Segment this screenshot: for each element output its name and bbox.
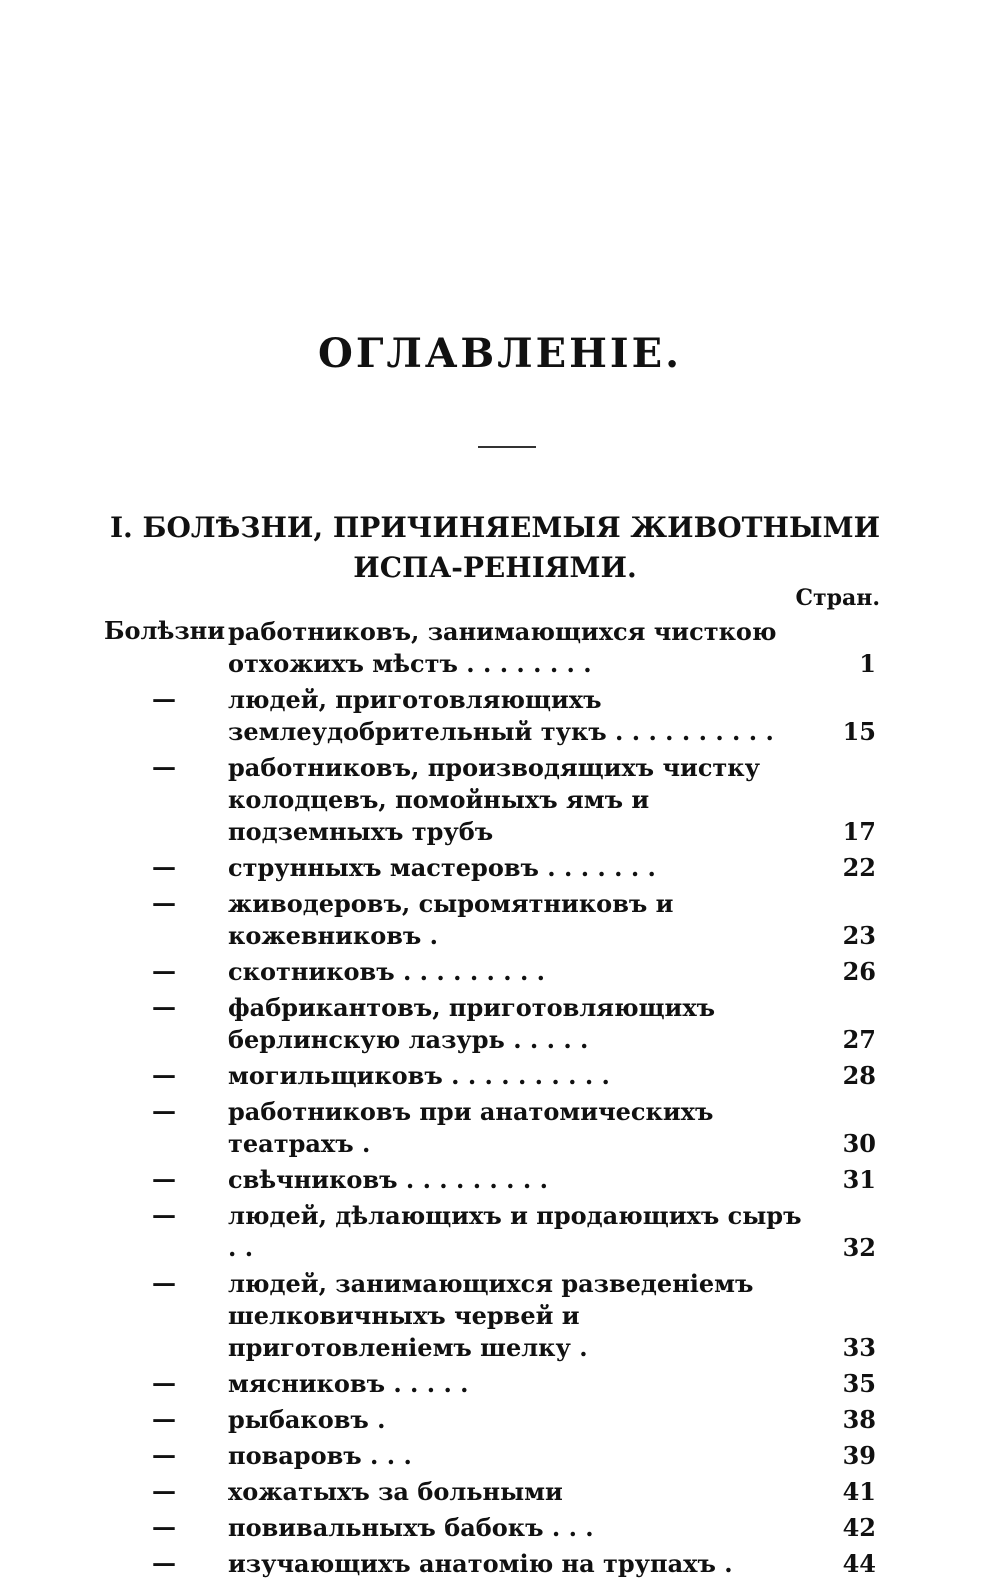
toc-entry[interactable] <box>0 612 1000 680</box>
entry-text: повивальныхъ бабокъ . . . <box>228 1513 594 1542</box>
ditto-dash: — <box>152 1440 176 1469</box>
entry-page-number: 30 <box>842 1129 876 1158</box>
toc-entry[interactable] <box>0 1436 1000 1472</box>
entry-text: мясниковъ . . . . . <box>228 1369 469 1398</box>
decorative-rule <box>478 446 536 448</box>
entry-page-number: 28 <box>842 1061 876 1090</box>
entry-text: хожатыхъ за больными <box>228 1477 563 1506</box>
toc-entry[interactable] <box>0 884 1000 952</box>
ditto-dash: — <box>152 1268 176 1297</box>
toc-entry[interactable] <box>0 848 1000 884</box>
toc-entry[interactable] <box>0 1544 1000 1580</box>
entry-page-number: 42 <box>842 1513 876 1542</box>
ditto-dash: — <box>152 752 176 781</box>
section-title: I. БОЛѢЗНИ, ПРИЧИНЯЕМЫЯ ЖИВОТНЫМИ ИСПА-РЕНIЯМИ. <box>109 511 881 584</box>
entry-page-number: 22 <box>842 853 876 882</box>
ditto-dash: — <box>152 1200 176 1229</box>
ditto-dash: — <box>152 1060 176 1089</box>
toc-entry[interactable] <box>0 1508 1000 1544</box>
ditto-dash: — <box>152 1476 176 1505</box>
entry-text: могильщиковъ . . . . . . . . . . <box>228 1061 610 1090</box>
toc-entry[interactable] <box>0 1056 1000 1092</box>
toc-entry[interactable] <box>0 1472 1000 1508</box>
entry-page-number: 15 <box>842 717 876 746</box>
table-of-contents <box>0 612 1000 1580</box>
entry-page-number: 17 <box>842 817 876 846</box>
entry-page-number: 41 <box>842 1477 876 1506</box>
entry-page-number: 38 <box>842 1405 876 1434</box>
toc-entry[interactable] <box>0 1264 1000 1364</box>
entry-text: изучающихъ анатомiю на трупахъ . <box>228 1549 733 1578</box>
entry-lead-word: Болѣзни <box>104 616 225 645</box>
entry-page-number: 26 <box>842 957 876 986</box>
entry-page-number: 32 <box>842 1233 876 1262</box>
entry-page-number: 27 <box>842 1025 876 1054</box>
entry-page-number: 44 <box>842 1549 876 1578</box>
toc-entry[interactable] <box>0 680 1000 748</box>
ditto-dash: — <box>152 1368 176 1397</box>
entry-text: живодеровъ, сыромятниковъ и кожевниковъ . <box>228 889 674 950</box>
toc-entry[interactable] <box>0 1160 1000 1196</box>
entry-page-number: 23 <box>842 921 876 950</box>
ditto-dash: — <box>152 852 176 881</box>
entry-text: скотниковъ . . . . . . . . . <box>228 957 546 986</box>
entry-text: людей, дѣлающихъ и продающихъ сыръ . . <box>228 1201 802 1262</box>
ditto-dash: — <box>152 1096 176 1125</box>
entry-text: фабрикантовъ, приготовляющихъ берлинскую лазурь . . . . . <box>228 993 716 1054</box>
toc-entry[interactable] <box>0 1400 1000 1436</box>
page-title: ОГЛАВЛЕНIЕ. <box>318 330 682 377</box>
ditto-dash: — <box>152 956 176 985</box>
ditto-dash: — <box>152 1548 176 1577</box>
toc-entry[interactable] <box>0 1092 1000 1160</box>
ditto-dash: — <box>152 888 176 917</box>
ditto-dash: — <box>152 1512 176 1541</box>
toc-entry[interactable] <box>0 1196 1000 1264</box>
page-column-header: Стран. <box>795 585 880 611</box>
entry-text: работниковъ, производящихъ чистку колодцевъ, помойныхъ ямъ и подземныхъ трубъ <box>228 753 760 846</box>
ditto-dash: — <box>152 684 176 713</box>
ditto-dash: — <box>152 1164 176 1193</box>
entry-text: струнныхъ мастеровъ . . . . . . . <box>228 853 656 882</box>
entry-text: людей, занимающихся разведенiемъ шелковичныхъ червей и приготовленiемъ шелку . <box>228 1269 754 1362</box>
entry-text: работниковъ, занимающихся чисткою отхожихъ мѣстъ . . . . . . . . <box>228 617 777 678</box>
ditto-dash: — <box>152 992 176 1021</box>
entry-page-number: 31 <box>842 1165 876 1194</box>
entry-text: людей, приготовляющихъ землеудобрительный тукъ . . . . . . . . . . <box>228 685 774 746</box>
toc-entry[interactable] <box>0 988 1000 1056</box>
entry-text: свѣчниковъ . . . . . . . . . <box>228 1165 548 1194</box>
entry-page-number: 35 <box>842 1369 876 1398</box>
ditto-dash: — <box>152 1404 176 1433</box>
toc-entry[interactable] <box>0 1364 1000 1400</box>
toc-entry[interactable] <box>0 748 1000 848</box>
entry-text: работниковъ при анатомическихъ театрахъ . <box>228 1097 714 1158</box>
toc-entry[interactable] <box>0 952 1000 988</box>
entry-text: поваровъ . . . <box>228 1441 412 1470</box>
entry-page-number: 39 <box>842 1441 876 1470</box>
entry-page-number: 33 <box>842 1333 876 1362</box>
entry-text: рыбаковъ . <box>228 1405 386 1434</box>
entry-page-number: 1 <box>859 649 876 678</box>
